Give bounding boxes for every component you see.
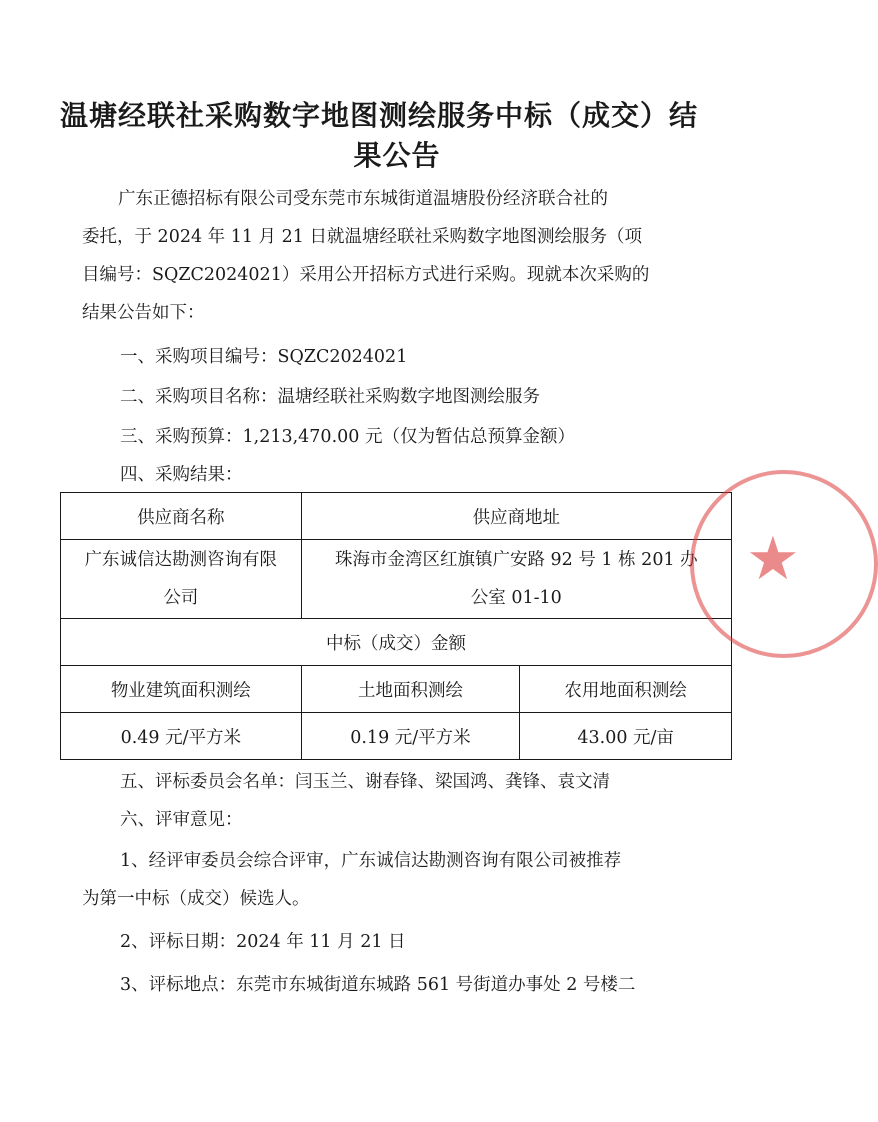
supplier-address-line-1: 珠海市金湾区红旗镇广安路 92 号 1 栋 201 办 — [334, 550, 698, 570]
supplier-address-line-2: 公室 01-10 — [470, 588, 562, 608]
opinion-heading: 六、评审意见： — [120, 810, 243, 830]
col-land-value: 0.19 元/平方米 — [301, 713, 520, 760]
header-supplier-name: 供应商名称 — [61, 493, 302, 540]
col-land-label: 土地面积测绘 — [301, 666, 520, 713]
supplier-name-line-2: 公司 — [163, 588, 199, 608]
project-number: 一、采购项目编号：SQZC2024021 — [120, 347, 408, 367]
result-heading: 四、采购结果： — [120, 465, 243, 485]
intro-line-2: 委托，于 2024 年 11 月 21 日就温塘经联社采购数字地图测绘服务（项 — [82, 227, 642, 247]
col-building-label: 物业建筑面积测绘 — [61, 666, 302, 713]
intro-paragraph — [82, 180, 722, 332]
intro-line-4: 结果公告如下： — [82, 303, 205, 323]
opinion-item-1-line-2: 为第一中标（成交）候选人。 — [82, 889, 310, 909]
intro-line-1: 广东正德招标有限公司受东莞市东城街道温塘股份经济联合社的 — [118, 189, 608, 209]
col-building-value: 0.49 元/平方米 — [61, 713, 302, 760]
table-row — [61, 619, 732, 666]
supplier-address-cell — [301, 540, 731, 619]
committee-list: 五、评标委员会名单：闫玉兰、谢春锋、梁国鸿、龚锋、袁文清 — [120, 772, 610, 792]
intro-line-3: 目编号：SQZC2024021）采用公开招标方式进行采购。现就本次采购的 — [82, 265, 650, 285]
supplier-name-line-1: 广东诚信达勘测咨询有限 — [84, 550, 278, 570]
table-row — [61, 493, 732, 540]
col-farmland-value: 43.00 元/亩 — [520, 713, 732, 760]
procurement-budget: 三、采购预算：1,213,470.00 元（仅为暂估总预算金额） — [120, 427, 575, 447]
header-supplier-address: 供应商地址 — [301, 493, 731, 540]
amount-header: 中标（成交）金额 — [61, 619, 732, 666]
table-row — [61, 713, 732, 760]
title-line-2: 果公告 — [353, 139, 441, 172]
opinion-item-3: 3、评标地点：东莞市东城街道东城路 561 号街道办事处 2 号楼二 — [120, 975, 636, 995]
col-farmland-label: 农用地面积测绘 — [520, 666, 732, 713]
opinion-item-2: 2、评标日期：2024 年 11 月 21 日 — [120, 932, 406, 952]
supplier-name-cell — [61, 540, 302, 619]
opinion-item-1-line-1: 1、经评审委员会综合评审，广东诚信达勘测咨询有限公司被推荐 — [120, 851, 622, 871]
table-row — [61, 666, 732, 713]
project-name: 二、采购项目名称：温塘经联社采购数字地图测绘服务 — [120, 387, 540, 407]
company-seal — [690, 470, 878, 658]
table-row — [61, 540, 732, 619]
document-title — [60, 96, 734, 176]
star-icon: ★ — [746, 524, 800, 594]
title-line-1: 温塘经联社采购数字地图测绘服务中标（成交）结 — [60, 99, 699, 132]
result-table — [60, 492, 732, 760]
